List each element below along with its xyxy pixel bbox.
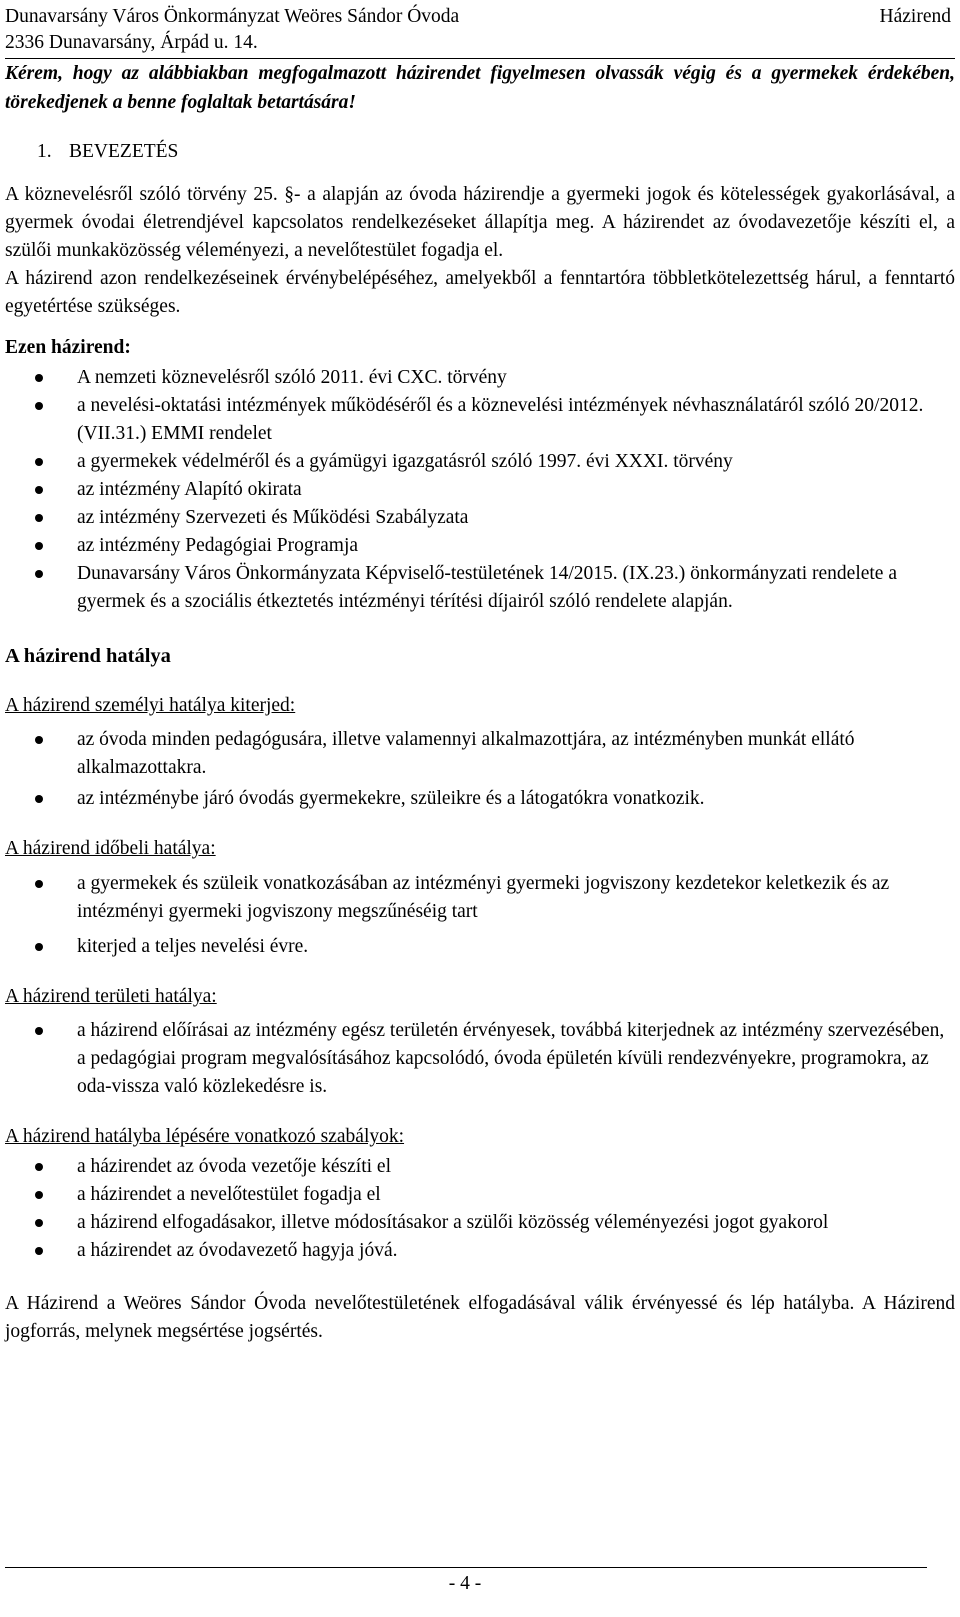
- page-header: [5, 0, 955, 59]
- list-item: a házirendet az óvodavezető hagyja jóvá.: [5, 1237, 955, 1265]
- temporal-scope-list: [5, 870, 955, 961]
- section-heading: [5, 138, 955, 166]
- scope-title: A házirend hatálya: [5, 645, 171, 667]
- personal-scope-heading: A házirend személyi hatálya kiterjed:: [5, 695, 296, 716]
- list-item: a gyermekek védelméről és a gyámügyi igazgatásról szóló 1997. évi XXXI. törvény: [5, 448, 955, 476]
- entry-rules-list: [5, 1153, 955, 1265]
- footer-divider: [5, 1567, 927, 1568]
- list-item: a házirendet a nevelőtestület fogadja el: [5, 1181, 955, 1209]
- list-item: A nemzeti köznevelésről szóló 2011. évi CXC. törvény: [5, 364, 955, 392]
- section-title: BEVEZETÉS: [69, 141, 179, 162]
- closing-paragraph: A Házirend a Weöres Sándor Óvoda nevelőtestületének elfogadásával válik érvényessé és lép hatályba. A Házirend jogforrás, melynek megsértése jogsértés.: [5, 1293, 955, 1342]
- list-item: az óvoda minden pedagógusára, illetve valamennyi alkalmazottjára, az intézményben munkát ellátó alkalmazottakra.: [5, 726, 955, 782]
- list-item: az intézménybe járó óvodás gyermekekre, szüleikre és a látogatókra vonatkozik.: [5, 785, 955, 813]
- header-address: 2336 Dunavarsány, Árpád u. 14.: [5, 32, 258, 53]
- territorial-scope-heading: A házirend területi hatálya:: [5, 986, 217, 1007]
- territorial-scope-list: [5, 1017, 955, 1101]
- basis-heading: Ezen házirend:: [5, 337, 131, 358]
- list-item: a házirendet az óvoda vezetője készíti el: [5, 1153, 955, 1181]
- list-item: a nevelési-oktatási intézmények működéséről és a köznevelési intézmények névhasználatáról szóló 20/2012. (VII.31.) EMMI rendelet: [5, 392, 955, 448]
- list-item: a gyermekek és szüleik vonatkozásában az intézményi gyermeki jogviszony kezdetekor keletkezik és az intézményi gyermeki jogviszony megszűnéséig tart: [5, 870, 955, 926]
- document-page: [5, 0, 955, 1346]
- list-item: az intézmény Pedagógiai Programja: [5, 532, 955, 560]
- header-document-title: Házirend: [879, 6, 951, 27]
- intro-paragraph-2: A házirend azon rendelkezéseinek érvénybelépéséhez, amelyekből a fenntartóra többletkötelezettség hárul, a fenntartó egyetértése szükséges.: [5, 268, 955, 317]
- list-item: az intézmény Alapító okirata: [5, 476, 955, 504]
- list-item: kiterjed a teljes nevelési évre.: [5, 933, 955, 961]
- page-number: - 4 -: [448, 1573, 482, 1594]
- list-item: a házirend előírásai az intézmény egész területén érvényesek, továbbá kiterjednek az intézmény szervezésében, a pedagógiai program megvalósításához kapcsolódó, óvoda épületén kívüli rendezvényekre, programokra, az oda-vissza való közlekedésre is.: [5, 1017, 955, 1101]
- list-item: a házirend elfogadásakor, illetve módosításakor a szülői közösség véleményezési jogot gyakorol: [5, 1209, 955, 1237]
- section-number: 1.: [37, 141, 52, 162]
- temporal-scope-heading: A házirend időbeli hatálya:: [5, 838, 216, 859]
- basis-list: [5, 364, 955, 616]
- intro-request: Kérem, hogy az alábbiakban megfogalmazott házirendet figyelmesen olvassák végig és a gyermekek érdekében, törekedjenek a benne foglaltak betartására!: [5, 63, 955, 113]
- intro-paragraph-1: A köznevelésről szóló törvény 25. §- a alapján az óvoda házirendje a gyermeki jogok és kötelességek gyakorlásával, a gyermek óvodai életrendjével kapcsolatos rendelkezéseket állapítja meg. A házirendet az óvodavezetője készíti el, a szülői munkaközösség véleményezi, a nevelőtestület fogadja el.: [5, 184, 955, 261]
- list-item: az intézmény Szervezeti és Működési Szabályzata: [5, 504, 955, 532]
- personal-scope-list: [5, 726, 955, 813]
- list-item: Dunavarsány Város Önkormányzata Képviselő-testületének 14/2015. (IX.23.) önkormányzati rendelete a gyermek és a szociális étkeztetés intézményi térítési díjairól szóló rendelete alapján.: [5, 560, 955, 616]
- header-organization: Dunavarsány Város Önkormányzat Weöres Sándor Óvoda: [5, 6, 460, 27]
- entry-rules-heading: A házirend hatályba lépésére vonatkozó szabályok:: [5, 1126, 405, 1147]
